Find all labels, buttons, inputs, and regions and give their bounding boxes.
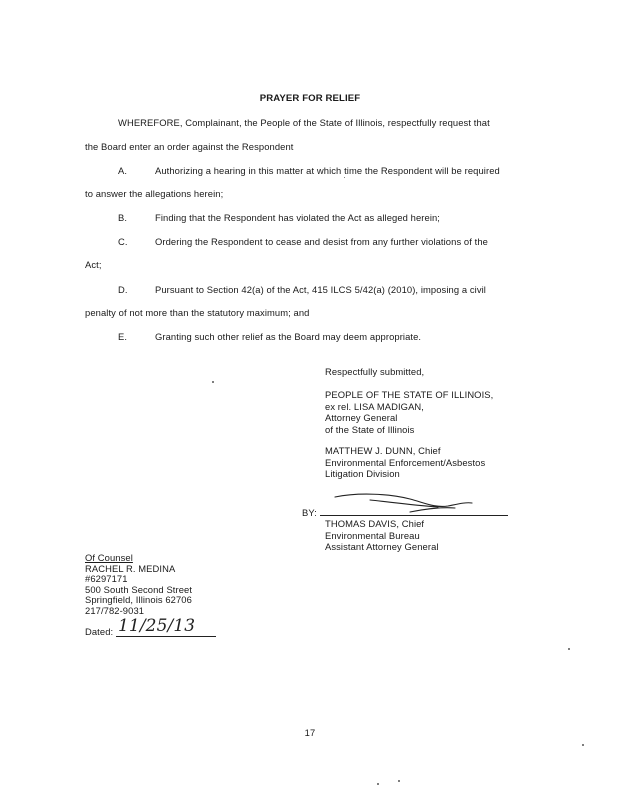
party-line: Attorney General: [325, 412, 398, 424]
party-line: of the State of Illinois: [325, 423, 415, 435]
signature-scribble: [330, 490, 480, 518]
intro-line-1: WHEREFORE, Complainant, the People of the State of Illinois, respectfully request that: [118, 117, 490, 128]
item-e-text: Granting such other relief as the Board may deem appropriate.: [155, 331, 422, 342]
item-c-text-cont: Act;: [85, 259, 102, 270]
division-block: [325, 445, 485, 480]
item-d-letter: D.: [118, 284, 128, 295]
counsel-line: Springfield, Illinois 62706: [85, 594, 192, 606]
dated-handwritten-value: 11/25/13: [118, 616, 196, 636]
signer-line: THOMAS DAVIS, Chief: [325, 518, 425, 529]
item-e-letter: E.: [118, 331, 128, 342]
item-b-letter: B.: [118, 212, 128, 223]
page-number: 17: [304, 727, 316, 738]
division-line: MATTHEW J. DUNN, Chief: [325, 445, 441, 456]
counsel-line: RACHEL R. MEDINA: [85, 562, 176, 574]
division-line: Litigation Division: [325, 468, 400, 480]
counsel-heading: Of Counsel: [85, 552, 133, 563]
scan-speck: [582, 744, 584, 746]
scan-speck: [344, 177, 345, 178]
item-d-text-cont: penalty of not more than the statutory maximum; and: [85, 307, 310, 318]
item-a-letter: A.: [118, 165, 128, 176]
division-line: Environmental Enforcement/Asbestos: [325, 456, 486, 468]
scan-speck: [398, 780, 400, 782]
item-a-text: Authorizing a hearing in this matter at which time the Respondent will be required: [155, 165, 500, 176]
party-line: PEOPLE OF THE STATE OF ILLINOIS,: [325, 389, 494, 400]
by-label: BY:: [302, 507, 317, 518]
dated-label: Dated:: [85, 626, 114, 637]
scan-speck: [568, 648, 570, 650]
party-block: [325, 389, 493, 435]
signer-block: [325, 518, 439, 553]
item-c-letter: C.: [118, 236, 128, 247]
item-d-text: Pursuant to Section 42(a) of the Act, 415 ILCS 5/42(a) (2010), imposing a civil: [155, 284, 486, 295]
scan-speck: [377, 783, 379, 785]
signer-line: Environmental Bureau: [325, 529, 420, 541]
intro-line-2: the Board enter an order against the Respondent: [85, 141, 294, 152]
page-heading: PRAYER FOR RELIEF: [259, 93, 361, 104]
party-line: ex rel. LISA MADIGAN,: [325, 400, 425, 412]
item-a-text-cont: to answer the allegations herein;: [85, 188, 224, 199]
closing: Respectfully submitted,: [325, 366, 425, 377]
dated-line: [116, 636, 216, 637]
item-b-text: Finding that the Respondent has violated the Act as alleged herein;: [155, 212, 441, 223]
scan-speck: [212, 381, 214, 383]
counsel-line: 500 South Second Street: [85, 583, 193, 595]
counsel-block: [85, 553, 192, 617]
signer-line: Assistant Attorney General: [325, 541, 439, 553]
counsel-line: #6297171: [85, 573, 128, 585]
item-c-text: Ordering the Respondent to cease and desist from any further violations of the: [155, 236, 488, 247]
counsel-line: 217/782-9031: [85, 604, 145, 616]
